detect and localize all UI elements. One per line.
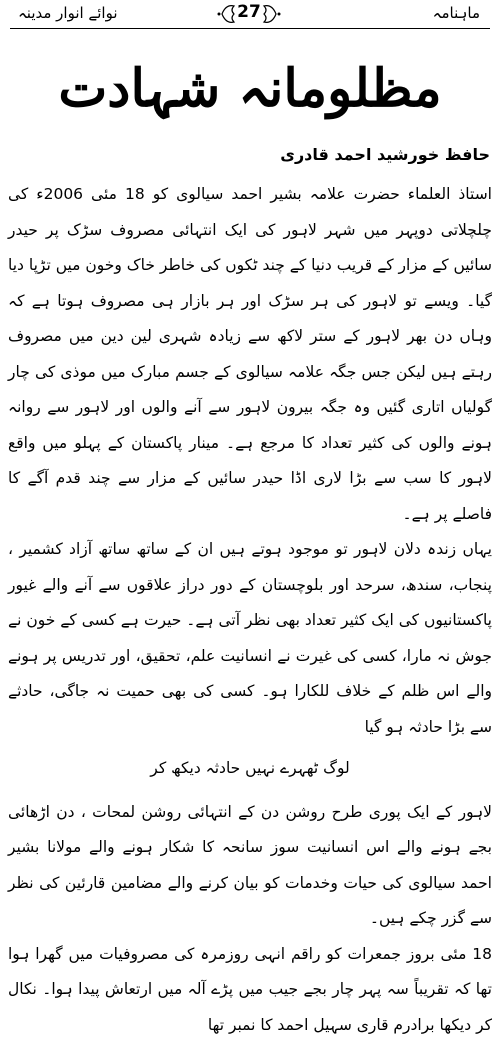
paragraph: لاہور کے ایک پوری طرح روشن دن کے انتہائی روشن لمحات ، دن اڑھائی بجے ہونے والے اس انسانیت سوز سانحہ کا شکار ہونے والے مولانا بشیر احمد سیالوی کی حیات وخدمات کو بیان کرنے والے مضامین قارئین کی نظر سے گزر چکے ہیں۔ — [8, 795, 492, 937]
paragraph: استاذ العلماء حضرت علامہ بشیر احمد سیالوی کو 18 مئی 2006ء کی چلچلاتی دوپہر میں شہر لاہور کی ایک انتہائی مصروف سڑک پر حیدر سائیں کے مزار کے قریب دنیا کے چند ٹکوں کی خاطر خاک وخون میں تڑپا دیا گیا۔ ویسے تو لاہور کی ہر سڑک اور ہر بازار ہی مصروف ہوتا ہے کہ وہاں دن بھر لاہور کے ستر لاکھ سے زیادہ شہری لین دین میں مصروف رہتے ہیں لیکن جس جگہ علامہ سیالوی کے جسم مبارک میں موذی کی چار گولیاں اتاری گئیں وہ جگہ بیرون لاہور سے آنے والوں اور لاہور سے روانہ ہونے والوں کی کثیر تعداد کا مرجع ہے۔ مینار پاکستان کے پہلو میں واقع لاہور کا سب سے بڑا لاری اڈا حیدر سائیں کے مزار سے چند قدم آگے کا فاصلے پر ہے۔ — [8, 177, 492, 532]
header-divider — [10, 28, 490, 29]
magazine-label: ماہنامہ — [433, 4, 480, 22]
page-number-ornament — [216, 0, 282, 28]
paragraph: یہاں زندہ دلان لاہور تو موجود ہوتے ہیں ان کے ساتھ ساتھ آزاد کشمیر ، پنجاب، سندھ، سرحد اور بلوچستان کے دور دراز علاقوں سے آنے والے غیور پاکستانیوں کی ایک کثیر تعداد بھی نظر آتی ہے۔ حیرت ہے کسی کے خون نے جوش نہ مارا، کسی کی غیرت نے انسانیت علم، تحقیق، اور تدریس پر ہونے والے اس ظلم کے خلاف للکارا ہو۔ کسی کی بھی حمیت نہ جاگی، حادثے سے بڑا حادثہ ہو گیا — [8, 532, 492, 745]
page-header — [0, 0, 500, 40]
article-author: حافظ خورشید احمد قادری — [280, 145, 490, 164]
paragraph: 18 مئی بروز جمعرات کو راقم انہی روزمرہ کی مصروفیات میں گھرا ہوا تھا کہ تقریباً سہ پہر چار بجے جیب میں پڑے آلہ میں ارتعاش پیدا ہوا۔ نکال کر دیکھا برادرم قاری سہیل احمد کا نمبر تھا — [8, 937, 492, 1043]
article-body — [8, 177, 492, 1043]
verse-line: لوگ ٹھہرے نہیں حادثہ دیکھ کر — [8, 751, 492, 787]
publication-name: نوائے انوار مدینہ — [18, 4, 118, 22]
article-title: مظلومانہ شہادت — [0, 58, 500, 119]
page-number: 27 — [216, 2, 282, 22]
